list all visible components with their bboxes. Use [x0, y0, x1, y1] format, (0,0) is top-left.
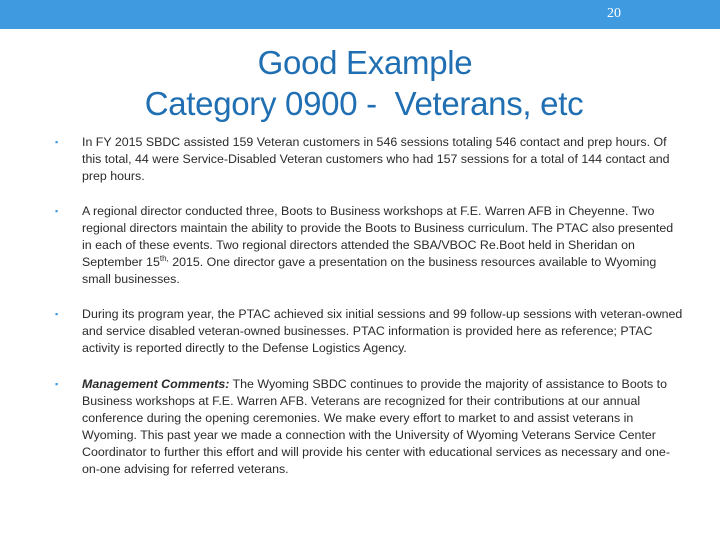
slide-number: 20 [607, 6, 621, 21]
slide-title [0, 42, 720, 124]
bullet-marker-icon: ▪ [55, 309, 59, 319]
title-line-2: Category 0900 - Veterans, etc [144, 85, 584, 122]
bullet-marker-icon: ▪ [55, 379, 59, 389]
bullet-text: The Wyoming SBDC continues to provide the majority of assistance to Boots to Business workshops at F.E. Warren AFB. Veterans are recognized for their contributions at our annual conference during the opening ceremonies. We make every effort to market to and assist veterans in Wyoming. This past year we made a connection with the University of Wyoming Veterans Service Center Coordinator to further this effort and will provide his center with educational services as necessary and one-on-one advising for referred veterans. [82, 377, 670, 476]
management-comments-label: Management Comments: [82, 377, 230, 391]
title-line-1: Good Example [257, 44, 473, 81]
bullet-marker-icon: ▪ [55, 206, 59, 216]
bullet-text: In FY 2015 SBDC assisted 159 Veteran customers in 546 sessions totaling 546 contact and prep hours. Of this total, 44 were Service-Disabled Veteran customers who had 157 sessions for a total of 144 contact and prep hours. [82, 135, 670, 183]
bullet-item [55, 306, 685, 357]
bullet-list [55, 134, 685, 496]
bullet-text: During its program year, the PTAC achieved six initial sessions and 99 follow-up sessions with veteran-owned and service disabled veteran-owned businesses. PTAC information is provided here as reference; PTAC activity is reported directly to the Defense Logistics Agency. [82, 307, 683, 355]
bullet-item [55, 134, 685, 185]
bullet-text: A regional director conducted three, Boots to Business workshops at F.E. Warren AFB in Cheyenne. Two regional directors maintain the ability to provide the Boots to Business curriculum. The PTAC also presented in each of these events. Two regional directors attended the SBA/VBOC Re.Boot held in Sheridan on September 15 [82, 204, 674, 269]
bullet-text-continued: 2015. One director gave a presentation on the business resources available to Wyoming small businesses. [82, 255, 657, 286]
ordinal-superscript: th, [159, 253, 169, 263]
header-bar [0, 0, 720, 29]
bullet-marker-icon: ▪ [55, 137, 59, 147]
bullet-item [55, 203, 685, 288]
bullet-item [55, 376, 685, 478]
